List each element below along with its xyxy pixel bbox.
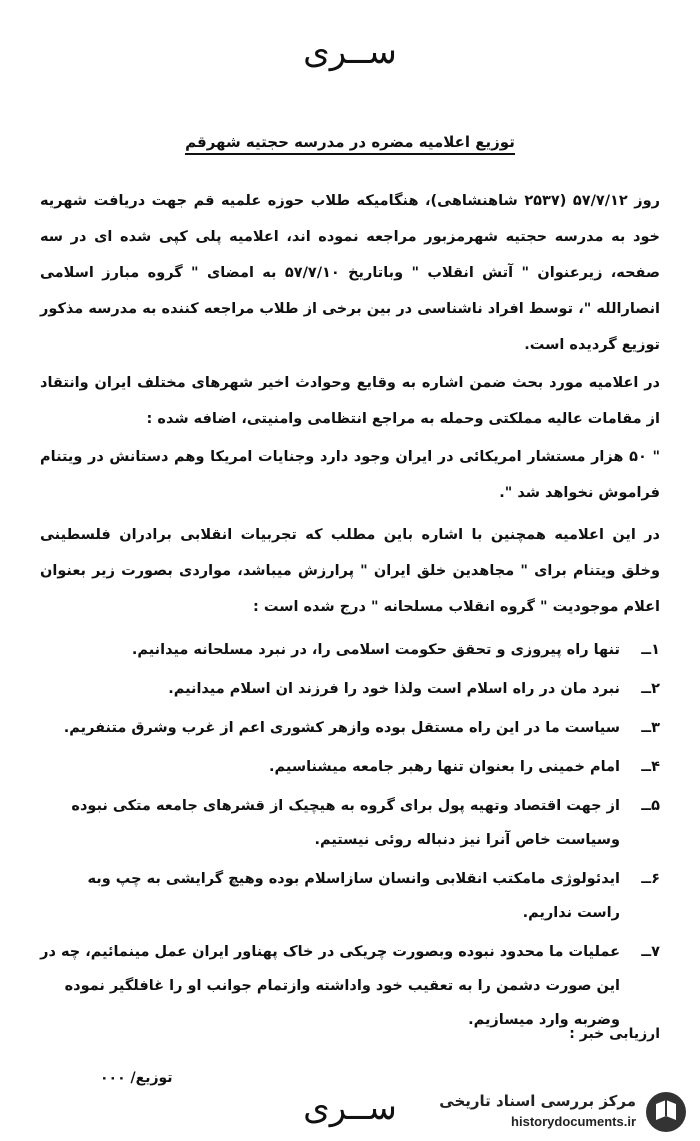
- list-text: ایدئولوژی مامکتب انقلابی وانسان سازاسلام بوده وهیچ گرایشی به چپ وبه راست نداریم.: [87, 871, 620, 921]
- classification-top: ســری: [303, 32, 397, 72]
- document-body: [40, 183, 660, 1042]
- paragraph-intro: روز ۵۷/۷/۱۲ (۲۵۳۷ شاهنشاهی)، هنگامیکه طلاب حوزه علمیه قم جهت دریافت شهریه خود به مدرسه حجتیه شهرمزبور مراجعه نموده اند، اعلامیه پلی کپی شده ای در سه صفحه، زیرعنوان " آتش انقلاب " وباتاریخ ۵۷/۷/۱۰ به امضای " گروه مبارز اسلامی انصارالله "، توسط افراد ناشناسی در بین برخی از طلاب مراجعه کننده به مدرسه مذکور توزیع گردیده است.: [40, 193, 660, 353]
- paragraph-quote: " ۵۰ هزار مستشار امریکائی در ایران وجود دارد وجنایات امریکا وهم دستانش در ویتنام فراموش نخواهد شد ".: [40, 449, 660, 501]
- list-text: نبرد مان در راه اسلام است ولذا خود را فرزند ان اسلام میدانیم.: [168, 681, 620, 697]
- list-text: سیاست ما در این راه مستقل بوده وازهر کشوری اعم از غرب وشرق متنفریم.: [63, 720, 620, 736]
- classification-bottom: ســری: [303, 1088, 397, 1128]
- list-item: [40, 789, 660, 857]
- list-item: [40, 711, 660, 745]
- list-number: ۶ــ: [641, 871, 660, 887]
- distribution-note: توزیع/ ۰۰۰: [100, 1070, 173, 1086]
- watermark-url: historydocuments.ir: [511, 1114, 636, 1129]
- list-item: [40, 862, 660, 930]
- list-number: ۳ــ: [641, 720, 660, 736]
- list-item: [40, 633, 660, 667]
- list-number: ۴ــ: [641, 759, 660, 775]
- watermark-title: مرکز بررسی اسناد تاریخی: [439, 1092, 636, 1110]
- document-subject: [0, 133, 700, 151]
- list-text: تنها راه پیروزی و تحقق حکومت اسلامی را، در نبرد مسلحانه میدانیم.: [131, 642, 620, 658]
- list-number: ۵ــ: [641, 798, 660, 814]
- paragraph-declaration: در این اعلامیه همچنین با اشاره باین مطلب که تجربیات انقلابی برادران فلسطینی وخلق ویتنام برای " مجاهدین خلق ایران " پرارزش میباشد، مواردی بصورت زیر بعنوان اعلام موجودیت " گروه انقلاب مسلحانه " درج شده است :: [40, 527, 660, 615]
- list-text: امام خمینی را بعنوان تنها رهبر جامعه میشناسیم.: [269, 759, 620, 775]
- archive-logo-icon: [644, 1090, 688, 1134]
- numbered-list: [40, 633, 660, 1037]
- list-item: [40, 672, 660, 706]
- paragraph-content: در اعلامیه مورد بحث ضمن اشاره به وقایع وحوادث اخیر شهرهای مختلف ایران وانتقاد از مقامات عالیه مملکتی وحمله به مراجع انتظامی وامنیتی، اضافه شده :: [40, 375, 660, 427]
- list-text: از جهت اقتصاد وتهیه پول برای گروه به هیچیک از قشرهای جامعه متکی نبوده وسیاست خاص آنرا نیز دنباله روئی نیستیم.: [71, 798, 620, 848]
- subject-text: توزیع اعلامیه مضره در مدرسه حجتیه شهرقم: [185, 133, 515, 155]
- list-text: عملیات ما محدود نبوده وبصورت چریکی در خاک پهناور ایران عمل مینمائیم، چه در این صورت دشمن را به تعقیب خود واداشته وازتمام جوانب او را غافلگیر نموده وضربه وارد میسازیم.: [40, 944, 620, 1028]
- list-number: ۱ــ: [641, 642, 660, 658]
- archive-watermark: [418, 1088, 688, 1138]
- evaluation-label: [569, 1026, 660, 1042]
- list-item: [40, 935, 660, 1037]
- evaluation-label-text: ارزیابی خبر :: [569, 1026, 660, 1042]
- list-number: ۲ــ: [641, 681, 660, 697]
- list-number: ۷ــ: [641, 944, 660, 960]
- list-item: [40, 750, 660, 784]
